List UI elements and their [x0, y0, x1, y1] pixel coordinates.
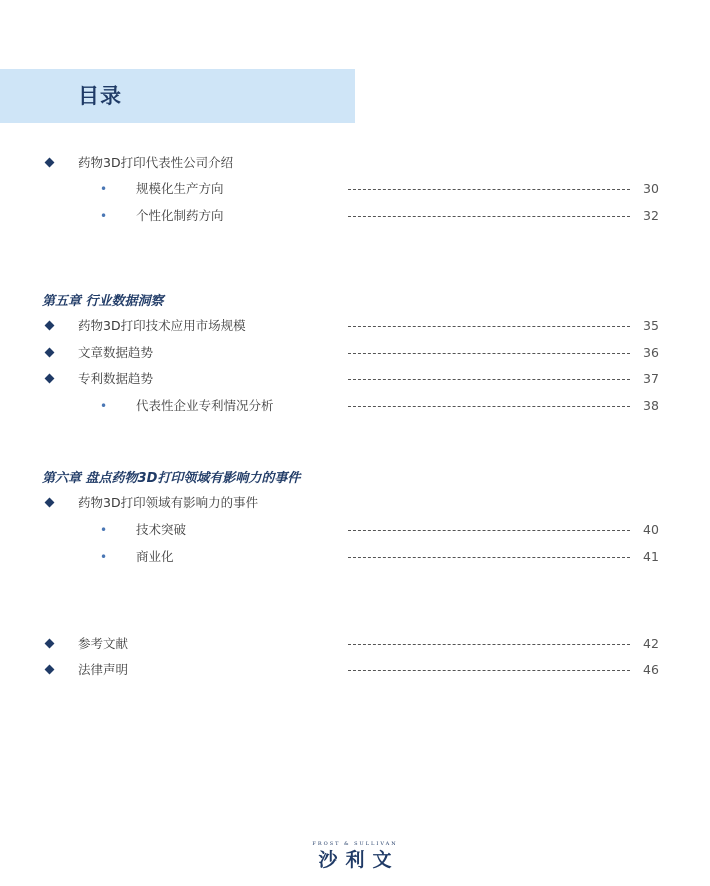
logo-tagline: FROST & SULLIVAN [312, 841, 398, 847]
dot-bullet-icon: • [100, 209, 108, 223]
toc-entry[interactable] [0, 316, 710, 336]
page-number: 36 [643, 345, 659, 360]
toc-label: 药物3D打印代表性公司介绍 [78, 155, 234, 170]
diamond-bullet-icon [45, 348, 55, 358]
page-number: 41 [643, 549, 659, 564]
diamond-bullet-icon [45, 665, 55, 675]
toc-entry[interactable] [0, 660, 710, 680]
dot-bullet-icon: • [100, 399, 108, 413]
dotted-leader [348, 326, 630, 327]
toc-label: 技术突破 [136, 522, 187, 537]
toc-entry[interactable] [0, 179, 710, 199]
toc-label: 专利数据趋势 [78, 371, 154, 386]
toc-label: 药物3D打印领域有影响力的事件 [78, 495, 259, 510]
toc-label: 个性化制药方向 [136, 208, 224, 223]
dot-bullet-icon: • [100, 182, 108, 196]
toc-label: 参考文献 [78, 636, 129, 651]
dotted-leader [348, 557, 630, 558]
toc-entry[interactable] [0, 396, 710, 416]
toc-entry[interactable] [0, 206, 710, 226]
dotted-leader [348, 670, 630, 671]
page-number: 30 [643, 181, 659, 196]
page-number: 37 [643, 371, 659, 386]
chapter-heading[interactable]: 第五章 行业数据洞察 [42, 294, 164, 309]
page-title: 目录 [78, 84, 122, 108]
toc-label: 法律声明 [78, 662, 129, 677]
dotted-leader [348, 353, 630, 354]
dotted-leader [348, 379, 630, 380]
page-number: 32 [643, 208, 659, 223]
diamond-bullet-icon [45, 158, 55, 168]
toc-label: 文章数据趋势 [78, 345, 154, 360]
page-number: 35 [643, 318, 659, 333]
diamond-bullet-icon [45, 639, 55, 649]
toc-label: 商业化 [136, 549, 174, 564]
toc-label: 规模化生产方向 [136, 181, 224, 196]
toc-entry[interactable] [0, 547, 710, 567]
diamond-bullet-icon [45, 374, 55, 384]
toc-label: 代表性企业专利情况分析 [136, 398, 274, 413]
page-number: 38 [643, 398, 659, 413]
chapter-heading[interactable]: 第六章 盘点药物3D打印领域有影响力的事件 [42, 471, 301, 486]
toc-entry[interactable] [0, 153, 710, 173]
dot-bullet-icon: • [100, 550, 108, 564]
toc-entry[interactable] [0, 493, 710, 513]
dotted-leader [348, 530, 630, 531]
diamond-bullet-icon [45, 498, 55, 508]
dotted-leader [348, 189, 630, 190]
toc-entry[interactable] [0, 634, 710, 654]
dot-bullet-icon: • [100, 523, 108, 537]
page-number: 40 [643, 522, 659, 537]
toc-label: 药物3D打印技术应用市场规模 [78, 318, 246, 333]
toc-entry[interactable] [0, 343, 710, 363]
dotted-leader [348, 644, 630, 645]
dotted-leader [348, 406, 630, 407]
diamond-bullet-icon [45, 321, 55, 331]
title-band [0, 69, 355, 123]
logo-name: 沙利文 [318, 849, 400, 871]
toc-entry[interactable] [0, 520, 710, 540]
page-number: 42 [643, 636, 659, 651]
toc-entry[interactable] [0, 369, 710, 389]
dotted-leader [348, 216, 630, 217]
brand-logo [290, 840, 420, 872]
page-number: 46 [643, 662, 659, 677]
